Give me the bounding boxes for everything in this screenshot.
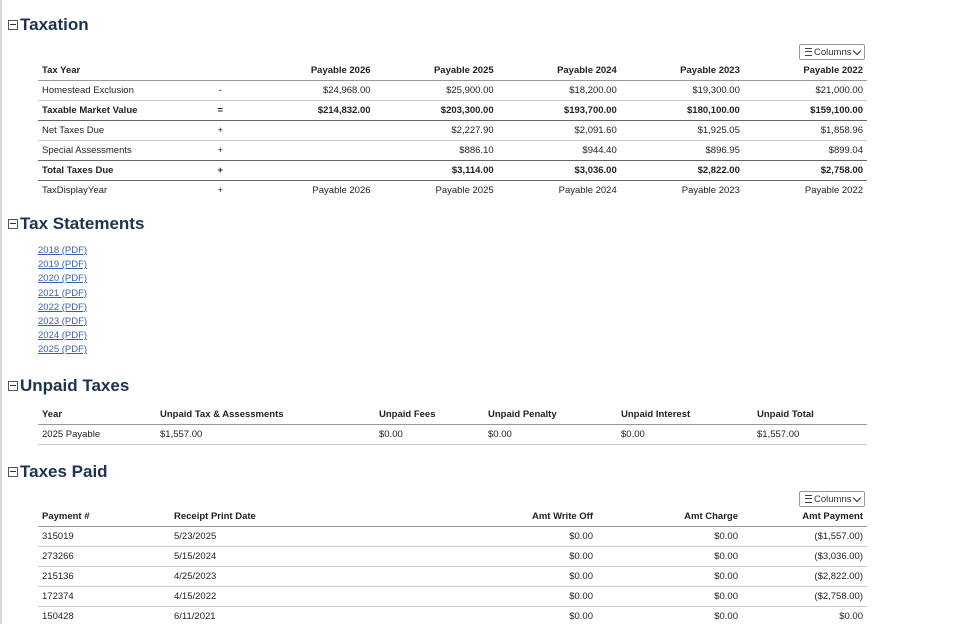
- table-header-row: [38, 61, 867, 81]
- table-row: [38, 181, 867, 201]
- cell: Payable 2025: [375, 181, 498, 201]
- cell: $0.00: [484, 425, 617, 445]
- cell: $2,227.90: [375, 121, 498, 141]
- column-header: Unpaid Total: [753, 405, 867, 425]
- table-row: [38, 81, 867, 101]
- table-row: [38, 121, 867, 141]
- table-row: [38, 101, 867, 121]
- cell: $19,300.00: [621, 81, 744, 101]
- cell: $1,925.05: [621, 121, 744, 141]
- statements-title: Tax Statements: [20, 214, 144, 234]
- column-header: Amt Write Off: [420, 507, 597, 527]
- row-label: Total Taxes Due: [38, 161, 192, 181]
- column-header: Payable 2025: [375, 61, 498, 81]
- table-header-row: [38, 507, 867, 527]
- cell: $0.00: [617, 425, 753, 445]
- row-operator: +: [192, 141, 248, 161]
- cell: 6/11/2021: [170, 607, 420, 626]
- cell: $944.40: [498, 141, 621, 161]
- columns-label: Columns: [814, 47, 852, 58]
- cell: $886.10: [375, 141, 498, 161]
- cell: $214,832.00: [248, 101, 374, 121]
- unpaid-table: [38, 405, 867, 445]
- column-header: Unpaid Interest: [617, 405, 753, 425]
- column-header: Receipt Print Date: [170, 507, 420, 527]
- cell: $24,968.00: [248, 81, 374, 101]
- row-operator: -: [192, 81, 248, 101]
- column-header: Tax Year: [38, 61, 192, 81]
- row-operator: +: [192, 121, 248, 141]
- cell: Payable 2022: [744, 181, 867, 201]
- unpaid-section-toggle[interactable]: [8, 376, 129, 396]
- statement-links: [38, 244, 87, 358]
- collapse-icon: [8, 467, 18, 477]
- chevron-down-icon: [853, 493, 861, 501]
- cell: $899.04: [744, 141, 867, 161]
- list-icon: [805, 48, 812, 56]
- cell: ($2,758.00): [742, 587, 867, 607]
- row-label: Special Assessments: [38, 141, 192, 161]
- cell: ($1,557.00): [742, 527, 867, 547]
- cell: $0.00: [742, 607, 867, 626]
- left-border: [0, 0, 2, 624]
- cell: $159,100.00: [744, 101, 867, 121]
- paid-columns-button[interactable]: [799, 491, 865, 507]
- row-operator: =: [192, 101, 248, 121]
- cell: 315019: [38, 527, 170, 547]
- table-header-row: [38, 405, 867, 425]
- cell: $18,200.00: [498, 81, 621, 101]
- column-header: Unpaid Fees: [375, 405, 484, 425]
- column-header: Payable 2026: [248, 61, 374, 81]
- cell: $0.00: [597, 607, 742, 626]
- statement-link-2023[interactable]: 2023 (PDF): [38, 315, 87, 329]
- table-row: [38, 527, 867, 547]
- statement-link-2022[interactable]: 2022 (PDF): [38, 301, 87, 315]
- cell: $2,822.00: [621, 161, 744, 181]
- statement-link-2019[interactable]: 2019 (PDF): [38, 258, 87, 272]
- cell: Payable 2023: [621, 181, 744, 201]
- cell: $2,091.60: [498, 121, 621, 141]
- collapse-icon: [8, 20, 18, 30]
- row-label: Homestead Exclusion: [38, 81, 192, 101]
- cell: $180,100.00: [621, 101, 744, 121]
- cell: 273266: [38, 547, 170, 567]
- row-label: TaxDisplayYear: [38, 181, 192, 201]
- statement-link-2018[interactable]: 2018 (PDF): [38, 244, 87, 258]
- cell: [248, 161, 374, 181]
- statement-link-2024[interactable]: 2024 (PDF): [38, 329, 87, 343]
- paid-section-toggle[interactable]: [8, 462, 108, 482]
- column-header: Amt Payment: [742, 507, 867, 527]
- cell: 2025 Payable: [38, 425, 156, 445]
- cell: 5/15/2024: [170, 547, 420, 567]
- row-label: Taxable Market Value: [38, 101, 192, 121]
- row-operator: +: [192, 161, 248, 181]
- collapse-icon: [8, 219, 18, 229]
- chevron-down-icon: [853, 46, 861, 54]
- cell: [248, 141, 374, 161]
- cell: 172374: [38, 587, 170, 607]
- cell: $2,758.00: [744, 161, 867, 181]
- statements-section-toggle[interactable]: [8, 214, 144, 234]
- table-row: [38, 567, 867, 587]
- column-header: Year: [38, 405, 156, 425]
- cell: $0.00: [420, 567, 597, 587]
- table-row: [38, 161, 867, 181]
- columns-label: Columns: [814, 494, 852, 505]
- paid-table: [38, 507, 867, 626]
- cell: $0.00: [597, 567, 742, 587]
- collapse-icon: [8, 381, 18, 391]
- cell: $1,557.00: [753, 425, 867, 445]
- column-header: Payment #: [38, 507, 170, 527]
- cell: ($2,822.00): [742, 567, 867, 587]
- cell: ($3,036.00): [742, 547, 867, 567]
- cell: $1,858.96: [744, 121, 867, 141]
- cell: $3,036.00: [498, 161, 621, 181]
- cell: 4/25/2023: [170, 567, 420, 587]
- cell: Payable 2026: [248, 181, 374, 201]
- column-header: Payable 2022: [744, 61, 867, 81]
- taxation-section-toggle[interactable]: [8, 15, 89, 35]
- cell: $0.00: [597, 527, 742, 547]
- taxation-table: [38, 61, 867, 200]
- table-row: [38, 547, 867, 567]
- column-header: Amt Charge: [597, 507, 742, 527]
- statement-link-2025[interactable]: 2025 (PDF): [38, 343, 87, 357]
- row-operator: +: [192, 181, 248, 201]
- cell: 5/23/2025: [170, 527, 420, 547]
- cell: [248, 121, 374, 141]
- column-header: Payable 2024: [498, 61, 621, 81]
- cell: $0.00: [597, 547, 742, 567]
- cell: $0.00: [420, 607, 597, 626]
- cell: $0.00: [420, 587, 597, 607]
- cell: $0.00: [375, 425, 484, 445]
- column-header: Unpaid Tax & Assessments: [156, 405, 375, 425]
- table-row: [38, 141, 867, 161]
- cell: 4/15/2022: [170, 587, 420, 607]
- table-row: [38, 587, 867, 607]
- cell: $0.00: [597, 587, 742, 607]
- cell: $0.00: [420, 527, 597, 547]
- cell: $896.95: [621, 141, 744, 161]
- cell: Payable 2024: [498, 181, 621, 201]
- taxation-columns-button[interactable]: [799, 44, 865, 60]
- unpaid-title: Unpaid Taxes: [20, 376, 129, 396]
- column-header: Payable 2023: [621, 61, 744, 81]
- column-header: Unpaid Penalty: [484, 405, 617, 425]
- cell: $193,700.00: [498, 101, 621, 121]
- cell: $25,900.00: [375, 81, 498, 101]
- cell: $0.00: [420, 547, 597, 567]
- cell: $1,557.00: [156, 425, 375, 445]
- list-icon: [805, 495, 812, 503]
- statement-link-2021[interactable]: 2021 (PDF): [38, 287, 87, 301]
- cell: 215136: [38, 567, 170, 587]
- paid-title: Taxes Paid: [20, 462, 108, 482]
- statement-link-2020[interactable]: 2020 (PDF): [38, 272, 87, 286]
- row-label: Net Taxes Due: [38, 121, 192, 141]
- table-row: [38, 425, 867, 445]
- cell: $203,300.00: [375, 101, 498, 121]
- table-row: [38, 607, 867, 626]
- cell: $21,000.00: [744, 81, 867, 101]
- cell: $3,114.00: [375, 161, 498, 181]
- cell: 150428: [38, 607, 170, 626]
- taxation-title: Taxation: [20, 15, 89, 35]
